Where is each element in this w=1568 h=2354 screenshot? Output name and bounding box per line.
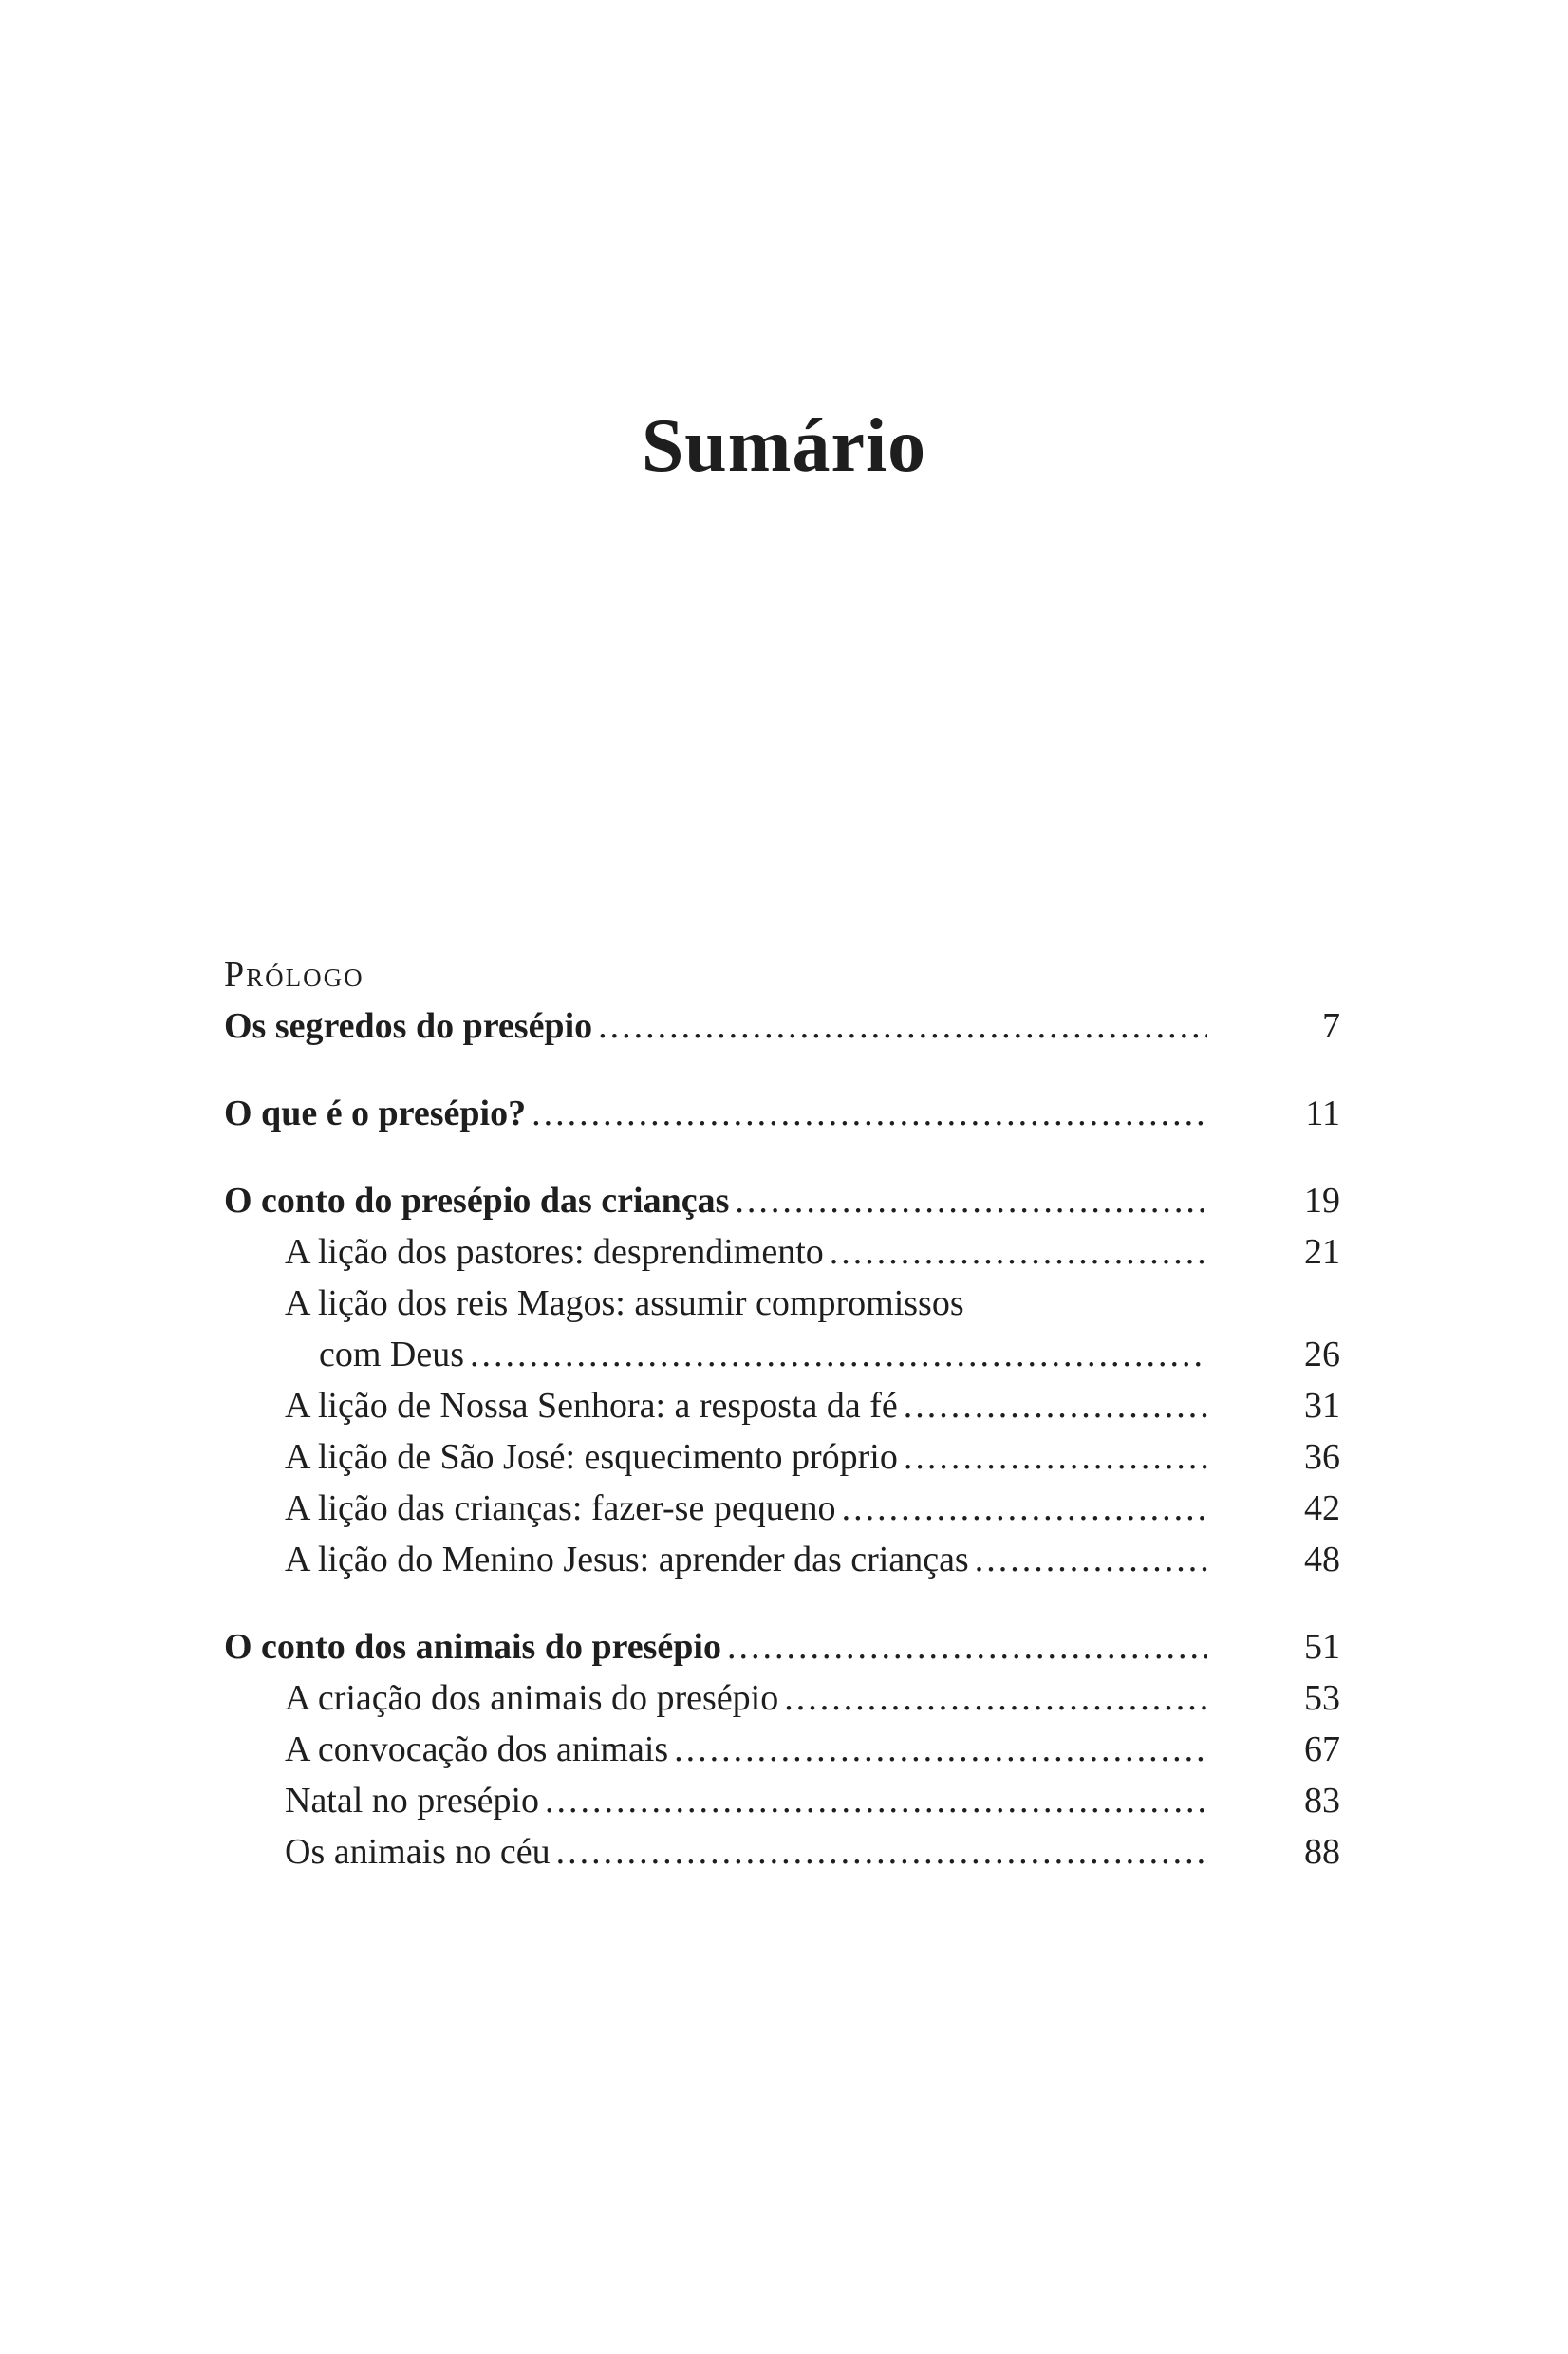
dot-leader: [556, 1826, 1207, 1878]
dot-leader: [842, 1483, 1207, 1534]
toc-chapter-row[interactable]: [224, 1621, 1340, 1672]
toc-entry-title: A lição de Nossa Senhora: a resposta da fé: [285, 1386, 898, 1426]
toc-chapter-row[interactable]: [224, 1088, 1340, 1139]
toc-subchapter-row[interactable]: [224, 1329, 1340, 1380]
toc-page-number: 11: [1305, 1093, 1340, 1133]
toc-page-number: 51: [1304, 1627, 1340, 1667]
section-spacer: [224, 1052, 1340, 1088]
toc-subchapter-row[interactable]: [224, 1534, 1340, 1585]
dot-leader: [904, 1431, 1207, 1483]
dot-leader: [904, 1380, 1207, 1431]
toc-chapter-row[interactable]: [224, 1175, 1340, 1226]
toc-subchapter-row[interactable]: [224, 1278, 1340, 1329]
dot-leader: [735, 1175, 1207, 1226]
toc-entry-title: A lição do Menino Jesus: aprender das crianças: [285, 1540, 969, 1579]
toc-page-number: 48: [1304, 1540, 1340, 1579]
toc-page-number: 21: [1304, 1232, 1340, 1272]
toc-page-number: 53: [1304, 1678, 1340, 1718]
toc-chapter-row[interactable]: [224, 1000, 1340, 1052]
toc-entry-title: Os segredos do presépio: [224, 1006, 593, 1046]
toc-subchapter-row[interactable]: [224, 1431, 1340, 1483]
dot-leader: [470, 1329, 1207, 1380]
dot-leader: [674, 1724, 1207, 1775]
toc-subchapter-row[interactable]: [224, 1483, 1340, 1534]
dot-leader: [598, 1000, 1207, 1052]
toc-page-number: 31: [1304, 1386, 1340, 1426]
dot-leader: [975, 1534, 1207, 1585]
dot-leader: [545, 1775, 1207, 1826]
toc-entry-title: A lição das crianças: fazer-se pequeno: [285, 1488, 836, 1528]
toc-entry-title: O que é o presépio?: [224, 1093, 527, 1133]
prologue-label: Prólogo: [224, 955, 364, 995]
toc-entry-title: A convocação dos animais: [285, 1729, 669, 1769]
toc-entry-title: O conto do presépio das crianças: [224, 1181, 730, 1221]
toc-subchapter-row[interactable]: [224, 1775, 1340, 1826]
toc-entry-title: A lição dos reis Magos: assumir compromissos: [285, 1283, 964, 1323]
toc-page-number: 36: [1304, 1437, 1340, 1477]
dot-leader: [784, 1672, 1207, 1724]
toc-entry-title: A criação dos animais do presépio: [285, 1678, 779, 1718]
toc-page-number: 26: [1304, 1335, 1340, 1374]
dot-leader: [532, 1088, 1207, 1139]
toc-subchapter-row[interactable]: [224, 1724, 1340, 1775]
toc-subchapter-row[interactable]: [224, 1672, 1340, 1724]
page-title: Sumário: [641, 404, 927, 488]
toc-entry-title: O conto dos animais do presépio: [224, 1627, 721, 1667]
dot-leader: [727, 1621, 1207, 1672]
toc-entry-title: A lição de São José: esquecimento próprio: [285, 1437, 898, 1477]
toc-subchapter-row[interactable]: [224, 1226, 1340, 1278]
toc-page-number: 7: [1322, 1006, 1340, 1046]
toc-subchapter-row[interactable]: [224, 1380, 1340, 1431]
table-of-contents: [224, 949, 1340, 1878]
section-spacer: [224, 1139, 1340, 1175]
toc-entry-title: com Deus: [319, 1335, 465, 1374]
toc-entry-title: Natal no presépio: [285, 1781, 540, 1821]
toc-page-number: 67: [1304, 1729, 1340, 1769]
toc-page-number: 88: [1304, 1832, 1340, 1872]
toc-subchapter-row[interactable]: [224, 1826, 1340, 1878]
toc-entry-title: Os animais no céu: [285, 1832, 551, 1872]
toc-page-number: 83: [1304, 1781, 1340, 1821]
toc-page-number: 19: [1304, 1181, 1340, 1221]
toc-page-number: 42: [1304, 1488, 1340, 1528]
toc-entry-title: A lição dos pastores: desprendimento: [285, 1232, 824, 1272]
section-spacer: [224, 1585, 1340, 1621]
dot-leader: [830, 1226, 1207, 1278]
